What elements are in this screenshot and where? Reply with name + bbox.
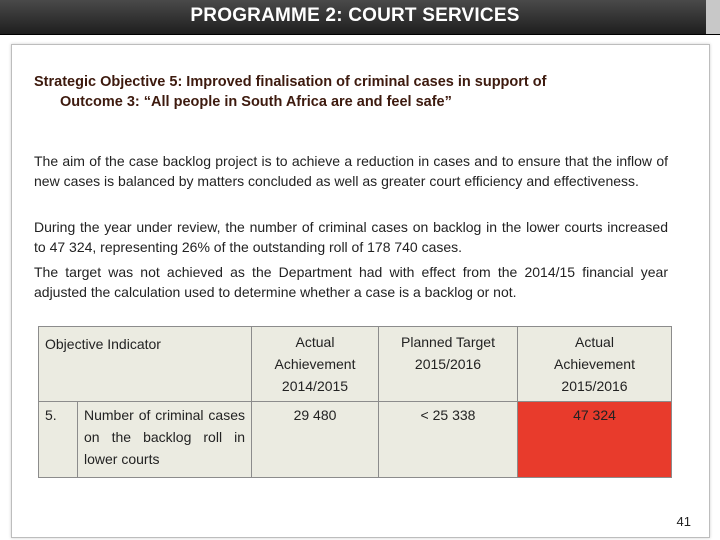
title-bar bbox=[0, 0, 720, 35]
paragraph-aim: The aim of the case backlog project is to achieve a reduction in cases and to ensure that the inflow of new cases is balanced by matters concluded as well as greater court efficiency and effectiveness. bbox=[34, 153, 668, 189]
objective-line-2: Outcome 3: “All people in South Africa are and feel safe” bbox=[60, 94, 452, 110]
header-planned-target bbox=[379, 327, 518, 402]
header-actual-2015-2016-line: Actual bbox=[575, 334, 614, 350]
indicator-table bbox=[38, 326, 672, 478]
header-actual-2014-2015-line: Achievement bbox=[274, 356, 356, 372]
header-actual-2015-2016 bbox=[518, 327, 672, 402]
header-actual-2014-2015 bbox=[252, 327, 379, 402]
title-bar-notch bbox=[706, 0, 720, 34]
table-row bbox=[39, 402, 672, 478]
header-actual-2014-2015-line: 2014/2015 bbox=[281, 378, 349, 394]
row-number: 5. bbox=[39, 402, 78, 478]
header-objective-indicator: Objective Indicator bbox=[39, 327, 252, 402]
header-actual-2014-2015-line: Actual bbox=[295, 334, 335, 350]
page-title: PROGRAMME 2: COURT SERVICES bbox=[190, 5, 520, 26]
paragraph-review: During the year under review, the number of criminal cases on backlog in the lower courts increased to 47 324, representing 26% of the outstanding roll of 178 740 cases. bbox=[34, 219, 668, 255]
header-planned-target-line: Planned Target bbox=[401, 334, 495, 350]
row-planned-target: < 25 338 bbox=[379, 402, 518, 478]
table-header-row bbox=[39, 327, 672, 402]
row-actual-2015-2016-status: 47 324 bbox=[518, 402, 672, 478]
header-actual-2015-2016-line: 2015/2016 bbox=[561, 378, 628, 394]
strategic-objective bbox=[34, 72, 634, 112]
objective-line-1: Strategic Objective 5: Improved finalisation of criminal cases in support of bbox=[34, 74, 547, 90]
header-actual-2015-2016-line: Achievement bbox=[554, 356, 635, 372]
row-actual-2014-2015: 29 480 bbox=[252, 402, 379, 478]
header-planned-target-line: 2015/2016 bbox=[414, 356, 482, 372]
paragraph-target: The target was not achieved as the Department had with effect from the 2014/15 financial year adjusted the calculation used to determine whether a case is a backlog or not. bbox=[34, 264, 668, 300]
row-indicator: Number of criminal cases on the backlog roll in lower courts bbox=[78, 402, 252, 478]
page-number: 41 bbox=[676, 514, 691, 529]
